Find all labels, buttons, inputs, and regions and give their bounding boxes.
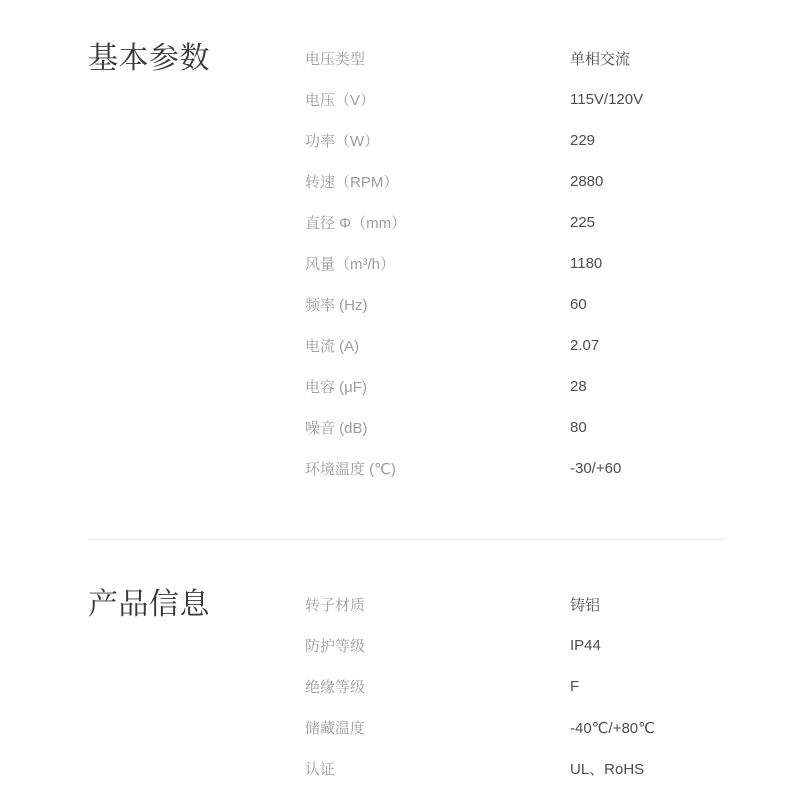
spec-label: 电压（V） <box>305 92 376 109</box>
spec-label: 转速（RPM） <box>305 174 399 191</box>
spec-label: 直径 Φ（mm） <box>305 215 407 232</box>
spec-label: 转子材质 <box>305 597 366 614</box>
spec-label: 噪音 (dB) <box>305 420 368 437</box>
spec-row <box>305 161 724 202</box>
spec-row <box>305 79 724 120</box>
spec-value: 铸铝 <box>570 597 601 614</box>
spec-value: 2880 <box>570 173 604 190</box>
spec-row <box>305 448 724 489</box>
spec-value: -40℃/+80℃ <box>570 719 655 737</box>
spec-value: 225 <box>570 214 596 231</box>
section-divider <box>88 539 724 540</box>
spec-row <box>305 325 724 366</box>
spec-value: 80 <box>570 419 587 436</box>
spec-value: IP44 <box>570 637 601 654</box>
spec-row <box>305 243 724 284</box>
spec-value: 229 <box>570 132 596 149</box>
spec-label: 频率 (Hz) <box>305 297 368 314</box>
spec-row <box>305 625 724 666</box>
section-title-product-info: 产品信息 <box>88 588 210 621</box>
spec-row <box>305 38 724 79</box>
spec-value: 60 <box>570 296 587 313</box>
product-info-rows <box>305 584 724 789</box>
spec-row <box>305 284 724 325</box>
spec-label: 功率（W） <box>305 133 380 150</box>
spec-value: F <box>570 678 580 695</box>
spec-row <box>305 366 724 407</box>
spec-row <box>305 584 724 625</box>
spec-row <box>305 120 724 161</box>
basic-params-rows <box>305 38 724 489</box>
spec-row <box>305 748 724 789</box>
spec-label: 防护等级 <box>305 638 366 655</box>
section-product-info <box>88 584 724 789</box>
spec-row <box>305 407 724 448</box>
spec-value: UL、RoHS <box>570 761 645 778</box>
spec-row <box>305 666 724 707</box>
spec-label: 环境温度 (℃) <box>305 461 397 478</box>
spec-label: 储藏温度 <box>305 720 366 737</box>
section-title-basic-params: 基本参数 <box>88 42 210 75</box>
spec-value: 1180 <box>570 255 603 272</box>
spec-label: 电容 (μF) <box>305 379 367 396</box>
spec-value: 2.07 <box>570 337 600 354</box>
section-basic-params <box>88 38 724 489</box>
spec-value: 28 <box>570 378 587 395</box>
spec-label: 绝缘等级 <box>305 679 366 696</box>
spec-label: 风量（m³/h） <box>305 256 396 273</box>
spec-label: 认证 <box>305 761 336 778</box>
spec-row <box>305 202 724 243</box>
spec-label: 电压类型 <box>305 51 366 68</box>
spec-value: 单相交流 <box>570 51 631 68</box>
spec-row <box>305 707 724 748</box>
spec-label: 电流 (A) <box>305 338 360 355</box>
spec-value: 115V/120V <box>570 91 644 108</box>
spec-value: -30/+60 <box>570 460 622 477</box>
